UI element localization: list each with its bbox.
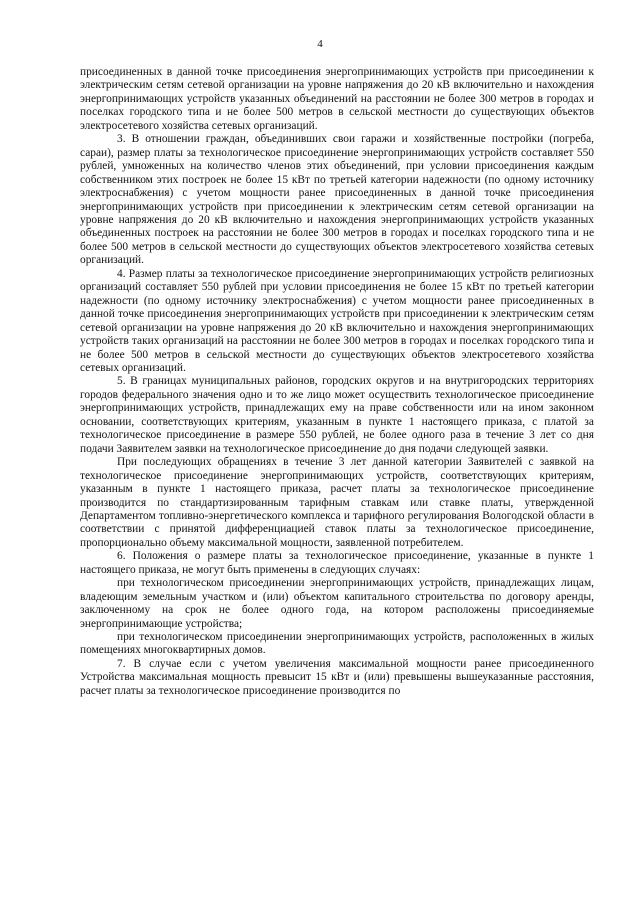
page-number: 4 <box>317 38 323 50</box>
paragraph: при технологическом присоединении энергопринимающих устройств, принадлежащих лицам, владеющим земельным участком и (или) объектом капитального строительства по договору аренды, заключенному на срок не более одного года, на котором расположены присоединяемые энергопринимающие устройства; <box>80 577 594 630</box>
paragraph: 5. В границах муниципальных районов, городских округов и на внутригородских территориях городов федерального значения одно и то же лицо может осуществить технологическое присоединение энергопринимающих устройств, принадлежащих ему на праве собственности или на ином законном основании, соответствующих критериям, указанным в пункте 1 настоящего приказа, с платой за технологическое присоединение в размере 550 рублей, не более одного раза в течение 3 лет со дня подачи Заявителем заявки на технологическое присоединение до дня подачи следующей заявки. <box>80 375 594 455</box>
paragraph: 3. В отношении граждан, объединивших свои гаражи и хозяйственные постройки (погреба, сараи), размер платы за технологическое присоединение энергопринимающих устройств составляет 550 рублей, умноженных на количество членов этих объединений, при условии присоединения каждым собственником этих построек не более 15 кВт по третьей категории надежности (по одному источнику электроснабжения) с учетом мощности ранее присоединенных в данной точке присоединения энергопринимающих устройств при присоединении к электрическим сетям сетевой организации на уровне напряжения до 20 кВ включительно и нахождения энергопринимающих устройств указанных объединенных построек на расстоянии не более 300 метров в городах и поселках городского типа и не более 500 метров в сельской местности до существующих объектов электросетевого хозяйства сетевых организаций. <box>80 133 594 267</box>
paragraph: 7. В случае если с учетом увеличения максимальной мощности ранее присоединенного Устройства максимальная мощность превысит 15 кВт и (или) превышены вышеуказанные расстояния, расчет платы за технологическое присоединение производится по <box>80 657 594 697</box>
document-body <box>80 66 594 698</box>
paragraph: присоединенных в данной точке присоединения энергопринимающих устройств при присоединении к электрическим сетям сетевой организации на уровне напряжения до 20 кВ включительно и нахождения энергопринимающих устройств указанных объединений на расстоянии не более 300 метров в городах и поселках городского типа и не более 500 метров в сельской местности до существующих объектов электросетевого хозяйства сетевых организаций. <box>80 66 594 132</box>
paragraph: 6. Положения о размере платы за технологическое присоединение, указанные в пункте 1 настоящего приказа, не могут быть применены в следующих случаях: <box>80 550 594 576</box>
paragraph: При последующих обращениях в течение 3 лет данной категории Заявителей с заявкой на технологическое присоединение энергопринимающих устройств, соответствующих критериям, указанным в пункте 1 настоящего приказа, расчет платы за технологическое присоединение производится по стандартизированным тарифным ставкам или ставке платы, утвержденной Департаментом топливно-энергетического комплекса и тарифного регулирования Вологодской области в соответствии с принятой дифференциацией ставок платы за технологическое присоединение, пропорционально объему максимальной мощности, заявленной потребителем. <box>80 456 594 549</box>
paragraph: 4. Размер платы за технологическое присоединение энергопринимающих устройств религиозных организаций составляет 550 рублей при условии присоединения не более 15 кВт по третьей категории надежности (по одному источнику электроснабжения) с учетом мощности ранее присоединенных в данной точке присоединения энергопринимающих устройств при присоединении к электрическим сетям сетевой организации на уровне напряжения до 20 кВ включительно и нахождения энергопринимающих устройств таких организаций на расстоянии не более 300 метров в городах и поселках городского типа и не более 500 метров в сельской местности до существующих объектов электросетевого хозяйства сетевых организаций. <box>80 267 594 374</box>
paragraph: при технологическом присоединении энергопринимающих устройств, расположенных в жилых помещениях многоквартирных домов. <box>80 631 594 657</box>
